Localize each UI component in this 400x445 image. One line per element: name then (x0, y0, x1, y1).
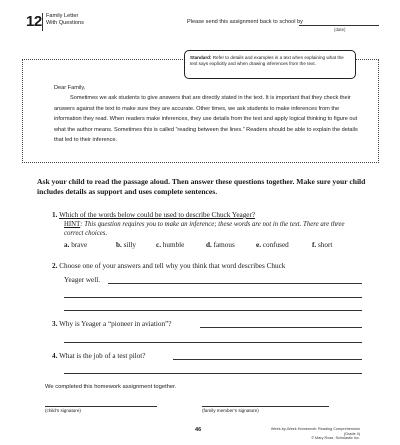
choice-f[interactable]: f. short (312, 241, 333, 249)
question-1-hint (64, 220, 364, 239)
send-back-text: Please send this assignment back to school by (187, 19, 303, 25)
date-field[interactable] (299, 25, 379, 26)
question-4-number: 4. (52, 352, 58, 360)
question-4-text: What is the job of a test pilot? (59, 352, 146, 360)
question-2-number: 2. (52, 262, 58, 270)
family-signature-line[interactable] (202, 406, 329, 407)
date-label: (date) (334, 27, 346, 32)
child-signature-line[interactable] (45, 406, 157, 407)
standard-box (184, 50, 356, 79)
footer-line-1: Week-by-Week Homework: Reading Comprehension (Grade 4) (270, 427, 360, 436)
child-signature-label: (child’s signature) (45, 408, 81, 413)
letter-salutation: Dear Family, (54, 85, 86, 91)
question-2-line2: Yeager well. (64, 276, 100, 284)
family-letter (54, 83, 358, 145)
footer-credit (260, 427, 360, 441)
instructions: Ask your child to read the passage aloud. Then answer these questions together. Make sure your child includes details as support and uses complete sentences. (37, 177, 366, 196)
page-number: 12 (26, 13, 42, 30)
header-title-line1: Family Letter (46, 13, 79, 19)
letter-border-right (378, 59, 379, 163)
letter-body: Sometimes we ask students to give answers that are directly stated in the text. It is important that they check their answers against the text to make sure they are accurate. Other times, we ask students to make inferences from the information they read. When readers make inferences, they use details from the text and apply logical thinking to figure out what the author means. Sometimes this is called “reading between the lines.” Readers should be able to explain the details that led to their inference. (54, 95, 358, 144)
letter-border-bottom (22, 162, 379, 163)
footer-page-number: 46 (195, 427, 202, 433)
header-divider (42, 13, 43, 31)
question-1-number: 1. (52, 211, 58, 219)
answer-line-2a[interactable] (108, 283, 362, 284)
choice-e[interactable]: e. confused (256, 241, 289, 249)
question-3-number: 3. (52, 320, 58, 328)
question-1-text: Which of the words below could be used to describe Chuck Yeager? (59, 211, 256, 219)
footer-line-2: © Mary Rose, Scholastic Inc. (311, 436, 360, 441)
answer-line-4a[interactable] (173, 359, 362, 360)
standard-label: Standard: (190, 55, 212, 60)
header-title-line2: With Questions (46, 20, 84, 26)
answer-line-2b[interactable] (64, 297, 362, 298)
question-1 (52, 211, 255, 219)
answer-line-4b[interactable] (64, 373, 362, 374)
question-2 (52, 262, 285, 270)
question-3-text: Why is Yeager a “pioneer in aviation”? (59, 320, 172, 328)
choice-c[interactable]: c. humble (156, 241, 185, 249)
answer-line-2c[interactable] (64, 310, 362, 311)
letter-border-left (22, 59, 23, 163)
choice-a[interactable]: a. brave (64, 241, 88, 249)
question-3 (52, 320, 171, 328)
answer-line-3a[interactable] (200, 327, 362, 328)
hint-text: : This question requires you to make an inference; these words are not in the text. There are three correct choices. (64, 221, 345, 238)
choice-d[interactable]: d. famous (206, 241, 235, 249)
choice-b[interactable]: b. silly (116, 241, 136, 249)
completed-statement: We completed this homework assignment together. (45, 384, 177, 390)
question-2-text: Choose one of your answers and tell why you think that word describes Chuck (59, 262, 286, 270)
answer-line-3b[interactable] (64, 342, 362, 343)
standard-text: Refer to details and examples in a text when explaining what the text says explicitly and when drawing inferences from the text. (190, 55, 344, 66)
header-title (46, 13, 84, 27)
family-signature-label: (family member’s signature) (202, 408, 259, 413)
hint-label: HINT (64, 221, 81, 228)
question-4 (52, 352, 146, 360)
